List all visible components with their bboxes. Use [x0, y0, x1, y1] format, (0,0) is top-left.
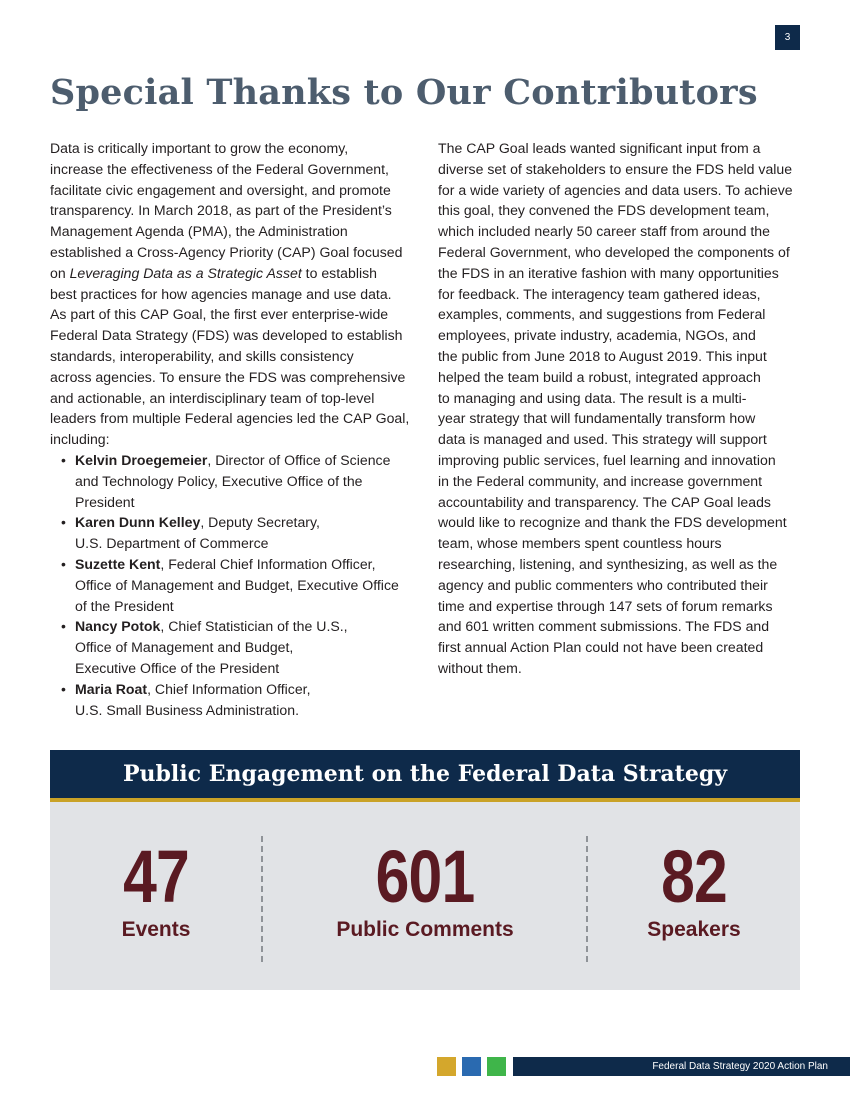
stat-speakers [624, 835, 764, 944]
text-line: Federal Government, who developed the components of [438, 243, 790, 260]
list-item [50, 554, 412, 616]
footer-square-gold [437, 1057, 456, 1076]
text-line [75, 616, 412, 637]
text-line: As part of this CAP Goal, the first ever enterprise-wide [50, 306, 389, 323]
text-line: without them. [438, 659, 522, 676]
text-line: first annual Action Plan could not have been created [438, 639, 764, 656]
text-line: examples, comments, and suggestions from Federal [438, 306, 766, 323]
intro-paragraph [50, 138, 412, 450]
text-line [75, 554, 412, 575]
contributor-name: Karen Dunn Kelley [75, 514, 201, 531]
page-number: 3 [775, 25, 800, 50]
text-line: across agencies. To ensure the FDS was comprehensive [50, 368, 406, 385]
engagement-title: Public Engagement on the Federal Data Strategy [123, 761, 727, 787]
text-fragment: to establish [301, 264, 377, 281]
contributor-name: Suzette Kent [75, 555, 161, 572]
text-line: Office of Management and Budget, [75, 639, 294, 656]
contributor-title: , Deputy Secretary, [200, 514, 320, 531]
footer-square-green [487, 1057, 506, 1076]
text-line: Executive Office of the President [75, 659, 280, 676]
text-line: researching, listening, and synthesizing, as well as the [438, 555, 778, 572]
stat-label: Speakers [647, 918, 741, 941]
contributor-name: Kelvin Droegemeier [75, 451, 208, 468]
stat-value: 47 [123, 835, 189, 918]
contributor-title: , Director of Office of Science [207, 451, 391, 468]
text-line [75, 450, 412, 471]
text-line: leaders from multiple Federal agencies led the CAP Goal, [50, 410, 410, 427]
text-line: of the President [75, 597, 174, 614]
contributor-title: , Federal Chief Information Officer, [160, 555, 376, 572]
text-line: for feedback. The interagency team gathered ideas, [438, 285, 761, 302]
stat-divider [586, 836, 588, 962]
contributor-name: Nancy Potok [75, 618, 161, 635]
list-item [50, 450, 412, 512]
stat-value: 82 [661, 835, 727, 918]
text-line: The CAP Goal leads wanted significant input from a [438, 140, 761, 156]
text-line: standards, interoperability, and skills consistency [50, 347, 354, 364]
text-line: this goal, they convened the FDS development team, [438, 202, 770, 219]
text-line: best practices for how agencies manage and use data. [50, 285, 392, 302]
text-line: to managing and using data. The result is a multi- [438, 389, 747, 406]
contributor-name: Maria Roat [75, 680, 148, 697]
text-line: which included nearly 50 career staff from around the [438, 223, 770, 240]
text-line [75, 512, 412, 533]
text-line [75, 679, 412, 700]
text-line: increase the effectiveness of the Federal Government, [50, 160, 389, 177]
text-line: for a wide variety of agencies and data users. To achieve [438, 181, 793, 198]
text-line: and 601 written comment submissions. The FDS and [438, 618, 770, 635]
footer-square-blue [462, 1057, 481, 1076]
text-line: the public from June 2018 to August 2019. This input [438, 347, 767, 364]
text-line: helped the team build a robust, integrated approach [438, 368, 761, 385]
stat-public-comments [315, 835, 535, 944]
text-line: including: [50, 431, 110, 448]
stat-label: Events [121, 918, 191, 941]
text-line: year strategy that will fundamentally transform how [438, 410, 756, 427]
text-line: accountability and transparency. The CAP Goal leads [438, 493, 771, 510]
text-line: Management Agenda (PMA), the Administration [50, 223, 348, 240]
text-line: and actionable, an interdisciplinary team of top-level [50, 389, 375, 406]
page-title: Special Thanks to Our Contributors [50, 72, 758, 113]
text-line [50, 263, 412, 284]
text-line: the FDS in an iterative fashion with many opportunities [438, 264, 779, 281]
list-item [50, 679, 412, 721]
cap-goal-name: Leveraging Data as a Strategic Asset [69, 264, 302, 281]
text-line: improving public services, fuel learning and innovation [438, 451, 776, 468]
text-line: Office of Management and Budget, Executive Office [75, 576, 399, 593]
text-line: established a Cross-Agency Priority (CAP) Goal focused [50, 243, 403, 260]
text-fragment: on [50, 264, 70, 281]
engagement-panel [50, 750, 800, 990]
text-line: data is managed and used. This strategy will support [438, 431, 767, 448]
stat-label: Public Comments [336, 918, 514, 941]
list-item [50, 512, 412, 554]
stat-divider [261, 836, 263, 962]
text-line: Federal Data Strategy (FDS) was developed to establish [50, 327, 403, 344]
text-line: would like to recognize and thank the FDS development [438, 514, 787, 531]
text-line: diverse set of stakeholders to ensure the FDS held value [438, 160, 793, 177]
contributor-list [50, 450, 412, 720]
text-line: team, whose members spent countless hours [438, 535, 722, 552]
text-line: time and expertise through 147 sets of forum remarks [438, 597, 773, 614]
text-line: U.S. Small Business Administration. [75, 701, 300, 718]
footer-bar [513, 1057, 850, 1076]
footer-text: Federal Data Strategy 2020 Action Plan [652, 1061, 828, 1072]
contributor-title: , Chief Statistician of the U.S., [160, 618, 348, 635]
right-column [438, 138, 808, 679]
contributor-title: , Chief Information Officer, [147, 680, 311, 697]
stat-value: 601 [375, 835, 475, 918]
text-line: Data is critically important to grow the economy, [50, 140, 349, 156]
text-line: facilitate civic engagement and oversight, and promote [50, 181, 391, 198]
text-line: President [75, 493, 135, 510]
text-line: employees, private industry, academia, NGOs, and [438, 327, 756, 344]
left-column [50, 138, 412, 720]
text-line: U.S. Department of Commerce [75, 535, 269, 552]
engagement-header [50, 750, 800, 802]
text-line: and Technology Policy, Executive Office of the [75, 472, 363, 489]
list-item [50, 616, 412, 678]
text-line: agency and public commenters who contributed their [438, 576, 768, 593]
text-line: in the Federal community, and increase government [438, 472, 763, 489]
stat-events [86, 835, 226, 944]
text-line: transparency. In March 2018, as part of the President’s [50, 202, 392, 219]
